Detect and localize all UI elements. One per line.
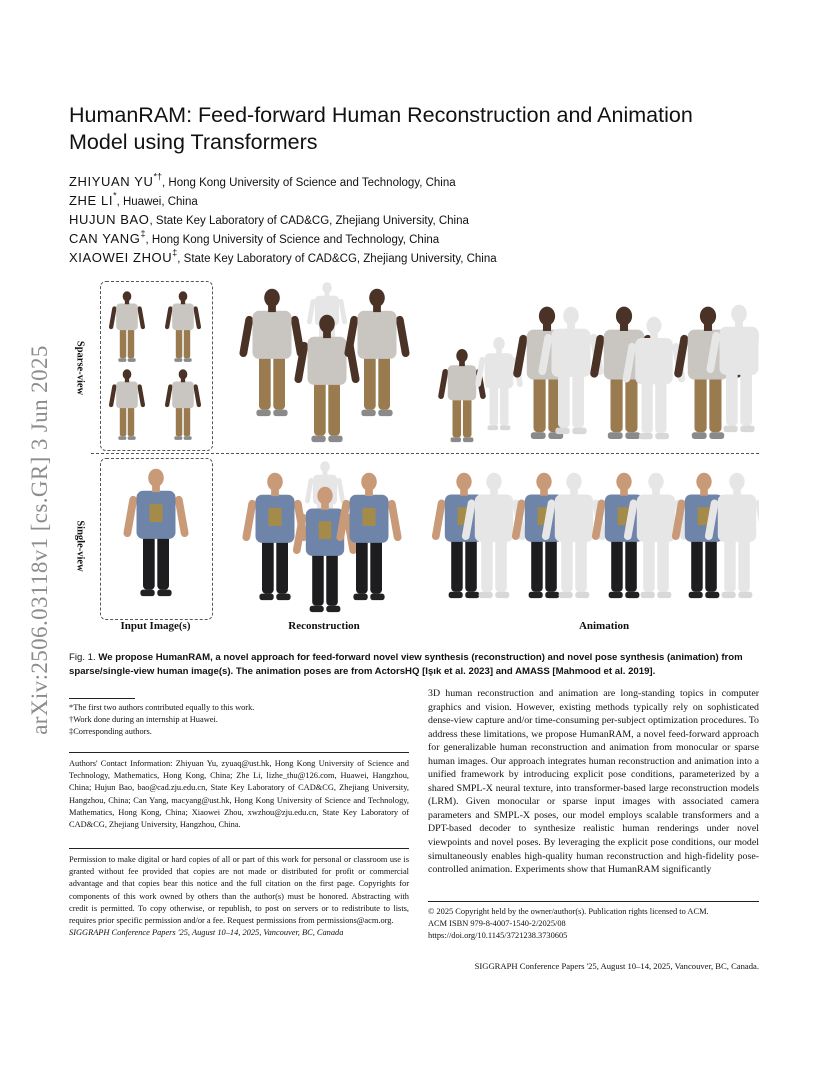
author-contact-information: Authors' Contact Information: Zhiyuan Yu, zyuaq@ust.hk, Hong Kong University of Science and Technology, Mathematics, Hong Kong, China; Zhe Li, lizhe_thu@126.com, Huawei, Hangzhou, China; Hujun Bao, bao@cad.zju.edu.cn, State Key Laboratory of CAD&CG, Zhejiang University, Hangzhou, China; Can Yang, macyang@ust.hk, Hong Kong University of Science and Technology, Mathematics, Hong Kong, China; Xiaowei Zhou, xwzhou@zju.edu.cn, State Key Laboratory of CAD&CG, Zhejiang University, Hangzhou, China.: [69, 759, 409, 830]
running-footer: SIGGRAPH Conference Papers '25, August 10–14, 2025, Vancouver, BC, Canada.: [474, 961, 759, 971]
copyright-block: [428, 906, 759, 942]
footnote-rule: [69, 698, 135, 699]
isbn-line: ACM ISBN 979-8-4007-1540-2/2025/08: [428, 919, 566, 928]
sparse-input-frame: [100, 281, 213, 451]
author-list: [69, 172, 769, 267]
caption-label: Fig. 1.: [69, 652, 96, 663]
single-reconstruction-person: [336, 473, 402, 600]
permission-text: Permission to make digital or hard copies of all or part of this work for personal or classroom use is granted without fee provided that copies are not made or distributed for profit or commercial advantage and that copies bear this notice and the full citation on the first page. Copyrights for components of this work owned by others than the author(s) must be honored. Abstracting with credit is permitted. To copy otherwise, or republish, to post on servers or to redistribute to lists, requires prior specific permission and/or a fee. Request permissions from permissions@acm.org.: [69, 855, 409, 926]
row-label-sparse-view: Sparse-view: [74, 340, 86, 396]
title-line-2: Model using Transformers: [69, 130, 318, 154]
contact-rule: [69, 752, 409, 753]
teaser-figure: [69, 278, 759, 640]
paper-title: [69, 102, 769, 156]
permission-rule: [69, 848, 409, 849]
column-label-reconstruction: Reconstruction: [288, 620, 360, 632]
author-entry: ZHIYUAN YU*†, Hong Kong University of Science and Technology, China: [69, 171, 456, 189]
title-line-1: HumanRAM: Feed-forward Human Reconstruction and Animation: [69, 103, 693, 127]
copyright-line: © 2025 Copyright held by the owner/author(s). Publication rights licensed to ACM.: [428, 907, 709, 916]
doi-line: https://doi.org/10.1145/3721238.3730605: [428, 931, 568, 940]
column-label-input: Input Image(s): [120, 620, 191, 632]
permission-notice: [69, 854, 409, 939]
footnote: ‡Corresponding authors.: [69, 727, 152, 736]
permission-venue: SIGGRAPH Conference Papers '25, August 10–14, 2025, Vancouver, BC, Canada: [69, 928, 344, 938]
sparse-reconstruction-person: [239, 289, 305, 416]
single-input-frame: [100, 458, 213, 620]
author-entry: XIAOWEI ZHOU‡, State Key Laboratory of CAD&CG, Zhejiang University, China: [69, 247, 497, 265]
row-label-single-view: Single-view: [74, 520, 86, 572]
abstract-text: 3D human reconstruction and animation are long-standing topics in computer graphics and vision. However, existing methods typically rely on sophisticated dense-view capture and/or time-consuming per-subject optimization procedures. To address these limitations, we propose HumanRAM, a novel feed-forward approach for generalizable human reconstruction and animation from monocular or sparse human images. Our approach integrates human reconstruction and animation into a unified framework by introducing explicit pose conditions, parameterized by a shared SMPL-X neural texture, into transformer-based large reconstruction models (LRM). Given monocular or sparse input images with associated camera parameters and SMPL-X poses, our model employs scalable transformers and a DPT-based decoder to synthesize realistic human renderings under novel viewpoints and novel poses. By leveraging the explicit pose conditions, our model simultaneously enables high-quality human reconstruction and high-fidelity pose-controlled animation. Experiments show that HumanRAM significantly: [428, 688, 759, 876]
figure-caption: [69, 651, 759, 679]
footnote: †Work done during an internship at Huawei.: [69, 715, 218, 724]
copyright-rule: [428, 901, 759, 902]
author-entry: CAN YANG‡, Hong Kong University of Science and Technology, China: [69, 228, 440, 246]
column-label-animation: Animation: [578, 620, 630, 632]
arxiv-identifier-stamp: arXiv:2506.03118v1 [cs.GR] 3 Jun 2025: [27, 345, 52, 735]
footnote: *The first two authors contributed equally to this work.: [69, 703, 255, 712]
author-entry: HUJUN BAO, State Key Laboratory of CAD&CG, Zhejiang University, China: [69, 212, 469, 227]
footnotes: [69, 702, 409, 738]
caption-text: We propose HumanRAM, a novel approach for feed-forward novel view synthesis (reconstruction) and novel pose synthesis (animation) from sparse/single-view human image(s). The animation poses are from ActorsHQ [Işık et al. 2023] and AMASS [Mahmood et al. 2019].: [69, 652, 743, 677]
author-entry: ZHE LI*, Huawei, China: [69, 190, 198, 208]
row-divider: [91, 453, 759, 454]
